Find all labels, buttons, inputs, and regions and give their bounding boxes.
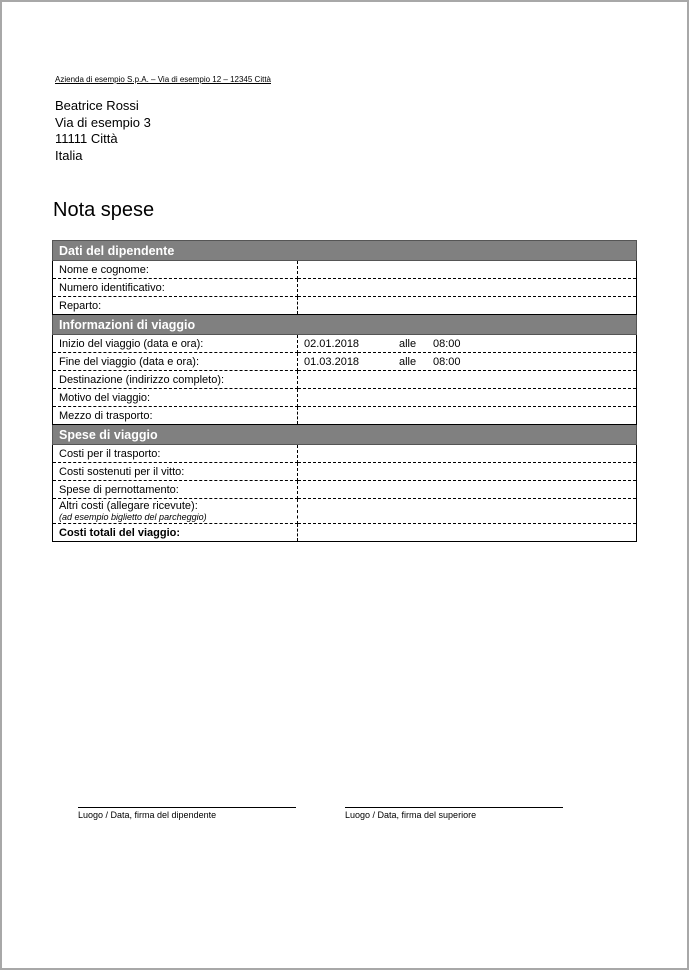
field-label: Nome e cognome: — [53, 261, 298, 279]
reason-field[interactable] — [298, 389, 637, 407]
form-row-id — [53, 279, 637, 297]
end-datetime-field[interactable] — [298, 353, 637, 371]
form-row-department — [53, 297, 637, 315]
transport-cost-field[interactable] — [298, 445, 637, 463]
field-label: Mezzo di trasporto: — [53, 407, 298, 425]
form-row-end — [53, 353, 637, 371]
other-costs-field[interactable] — [298, 499, 637, 524]
field-label: Reparto: — [53, 297, 298, 315]
section-header-expenses — [53, 425, 637, 445]
section-title: Informazioni di viaggio — [53, 315, 637, 335]
other-costs-note: (ad esempio biglietto del parcheggio) — [59, 512, 207, 522]
recipient-address — [55, 98, 151, 164]
total-cost-field[interactable] — [298, 524, 637, 542]
form-row-total — [53, 524, 637, 542]
field-label: Costi per il trasporto: — [53, 445, 298, 463]
field-label: Costi sostenuti per il vitto: — [53, 463, 298, 481]
field-label: Destinazione (indirizzo completo): — [53, 371, 298, 389]
id-number-field[interactable] — [298, 279, 637, 297]
end-time-value: 08:00 — [433, 355, 461, 368]
start-datetime-field[interactable] — [298, 335, 637, 353]
form-row-food-cost — [53, 463, 637, 481]
field-label — [53, 499, 298, 524]
expense-form-table — [52, 240, 637, 542]
form-row-transport — [53, 407, 637, 425]
field-label: Numero identificativo: — [53, 279, 298, 297]
field-label: Motivo del viaggio: — [53, 389, 298, 407]
destination-field[interactable] — [298, 371, 637, 389]
section-title: Spese di viaggio — [53, 425, 637, 445]
recipient-city: 11111 Città — [55, 131, 118, 146]
signature-line-supervisor: Luogo / Data, firma del superiore — [345, 807, 563, 820]
form-row-destination — [53, 371, 637, 389]
field-label: Fine del viaggio (data e ora): — [53, 353, 298, 371]
field-label: Spese di pernottamento: — [53, 481, 298, 499]
section-header-employee — [53, 241, 637, 261]
field-label: Costi totali del viaggio: — [53, 524, 298, 542]
food-cost-field[interactable] — [298, 463, 637, 481]
field-label: Inizio del viaggio (data e ora): — [53, 335, 298, 353]
signature-line-employee: Luogo / Data, firma del dipendente — [78, 807, 296, 820]
form-row-other-costs — [53, 499, 637, 524]
form-row-lodging — [53, 481, 637, 499]
recipient-country: Italia — [55, 147, 83, 163]
sender-line: Azienda di esempio S.p.A. – Via di esempio 12 – 12345 Città — [55, 75, 271, 84]
form-row-name — [53, 261, 637, 279]
other-costs-label: Altri costi (allegare ricevute): — [59, 500, 198, 512]
lodging-cost-field[interactable] — [298, 481, 637, 499]
name-field[interactable] — [298, 261, 637, 279]
form-row-start — [53, 335, 637, 353]
recipient-street: Via di esempio 3 — [55, 114, 151, 130]
department-field[interactable] — [298, 297, 637, 315]
end-date-value: 01.03.2018 — [304, 355, 360, 368]
alle-text: alle — [399, 337, 417, 350]
document-title: Nota spese — [53, 199, 155, 221]
section-title: Dati del dipendente — [53, 241, 637, 261]
recipient-name: Beatrice Rossi — [55, 98, 139, 113]
start-date-value: 02.01.2018 — [304, 337, 360, 350]
transport-field[interactable] — [298, 407, 637, 425]
form-row-reason — [53, 389, 637, 407]
section-header-travel — [53, 315, 637, 335]
form-row-transport-cost — [53, 445, 637, 463]
start-time-value: 08:00 — [433, 337, 461, 350]
alle-text: alle — [399, 355, 417, 368]
